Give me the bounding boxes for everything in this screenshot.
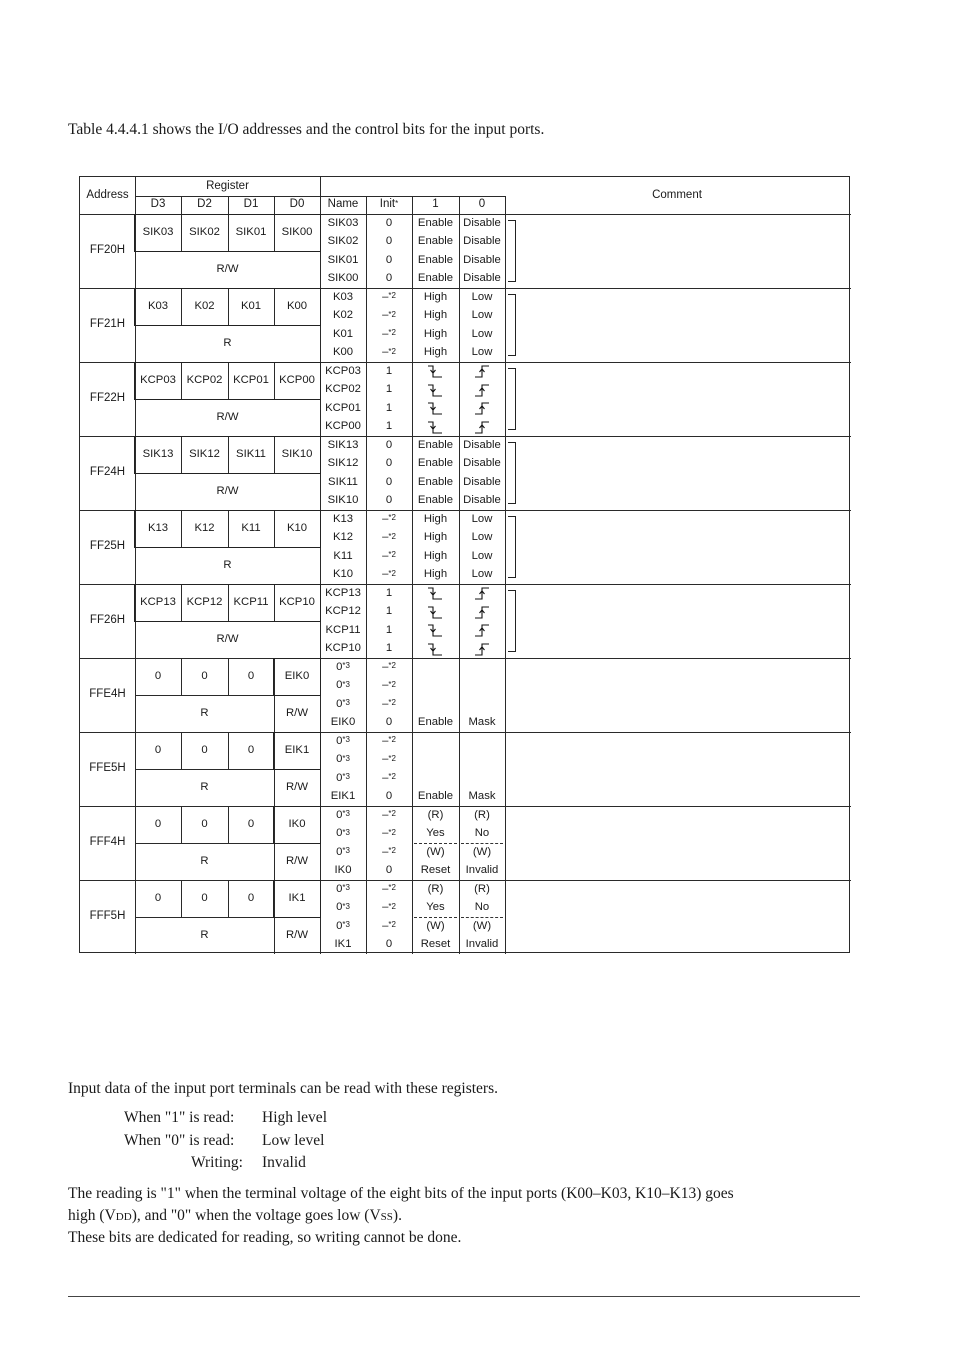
entry-zero-ff24h-1: Disable <box>463 457 501 470</box>
entry-init-ffe5h-2: – *2 <box>382 771 396 784</box>
header-d1: D1 <box>243 198 259 211</box>
entry-name-fff4h-0: 0 *3 <box>336 808 350 821</box>
dash-sep-fff5h-one <box>414 917 457 918</box>
entry-name-ff26h-3: KCP10 <box>325 642 361 655</box>
entry-init-ff22h-0: 1 <box>385 364 393 377</box>
rw-fff4h: R <box>200 854 209 867</box>
grid-v-comment-ff20h <box>505 214 506 288</box>
grid-v-one-hdr <box>412 196 413 214</box>
entry-one-ffe4h-3: Enable <box>417 716 454 729</box>
entry-name-ffe5h-3: EIK1 <box>330 790 356 803</box>
entry-zero-ff25h-1: Low <box>471 531 493 544</box>
rw-ff20h: R/W <box>216 262 239 275</box>
group-bracket-ff22h <box>508 368 516 430</box>
rw-d0-ffe4h: R/W <box>286 706 308 719</box>
grid-v-rwd0-ffe5h <box>274 769 275 806</box>
entry-name-ff21h-3: K00 <box>332 346 354 359</box>
entry-name-fff5h-0: 0 *3 <box>336 882 350 895</box>
bit-fff5h-2: 0 <box>201 891 208 904</box>
bit-ff22h-1: KCP01 <box>233 373 269 386</box>
entry-name-ff22h-1: KCP02 <box>325 383 361 396</box>
grid-v-zero-hdr <box>459 196 460 214</box>
falling-edge-icon <box>427 364 443 379</box>
entry-init-fff4h-1: – *2 <box>382 827 396 840</box>
entry-init-ffe4h-3: 0 <box>385 716 393 729</box>
reading-text-a: high (V <box>68 1207 116 1224</box>
entry-name-ff22h-2: KCP01 <box>325 401 361 414</box>
read-one-label: When "1" is read: <box>124 1109 235 1126</box>
entry-zero-ff25h-3: Low <box>471 568 493 581</box>
rw-d0-fff4h: R/W <box>286 854 308 867</box>
paragraph-read-only: These bits are dedicated for reading, so writing cannot be done. <box>68 1229 462 1246</box>
grid-v-comment-ff24h <box>505 436 506 510</box>
grid-v-bit-ffe5h-2 <box>228 732 229 769</box>
entry-init-fff5h-0: – *2 <box>382 882 396 895</box>
entry-one-ff24h-0: Enable <box>417 438 454 451</box>
bit-ff20h-3: SIK03 <box>142 225 174 238</box>
bit-ff26h-0: KCP10 <box>279 595 315 608</box>
entry-init-fff5h-1: – *2 <box>382 901 396 914</box>
entry-init-ff24h-2: 0 <box>385 475 393 488</box>
entry-name-ff26h-0: KCP13 <box>325 586 361 599</box>
entry-name-ff26h-1: KCP12 <box>325 605 361 618</box>
entry-zero-ff20h-2: Disable <box>463 253 501 266</box>
entry-name-fff4h-2: 0 *3 <box>336 845 350 858</box>
bit-fff5h-1: 0 <box>247 891 255 904</box>
entry-init-ffe5h-1: – *2 <box>382 753 396 766</box>
bit-ffe5h-0: EIK1 <box>284 743 310 756</box>
entry-name-ff20h-2: SIK01 <box>327 253 359 266</box>
header-d3: D3 <box>150 198 166 211</box>
header-zero: 0 <box>478 198 486 211</box>
bit-ffe5h-2: 0 <box>201 743 208 756</box>
rw-d0-ffe5h: R/W <box>286 780 308 793</box>
entry-one-ff20h-2: Enable <box>417 253 454 266</box>
rising-edge-icon <box>474 420 490 435</box>
entry-one-fff4h-1: Yes <box>426 827 445 840</box>
entry-zero-fff4h-1: No <box>474 827 490 840</box>
entry-init-ff26h-0: 1 <box>385 586 393 599</box>
entry-name-fff5h-3: IK1 <box>334 938 352 951</box>
bit-fff4h-0: IK0 <box>288 817 306 830</box>
grid-v-zero-ff22h <box>459 362 460 436</box>
entry-name-ffe5h-0: 0 *3 <box>336 734 350 747</box>
paragraph-reading-line2 <box>68 1207 402 1225</box>
entry-one-ff24h-1: Enable <box>417 457 454 470</box>
entry-zero-ff21h-2: Low <box>471 327 493 340</box>
bit-ff21h-1: K01 <box>240 299 262 312</box>
bit-ff25h-2: K12 <box>194 521 215 534</box>
address-ffe4h: FFE4H <box>89 688 126 701</box>
entry-name-ff21h-1: K02 <box>332 309 354 322</box>
header-init <box>366 196 412 214</box>
grid-v-bit-fff4h-2 <box>228 806 229 843</box>
entry-zero-ffe5h-3: Mask <box>468 790 496 803</box>
entry-init-ff21h-3: – *2 <box>382 346 396 359</box>
rw-ff21h: R <box>223 336 232 349</box>
bit-ffe4h-2: 0 <box>201 669 208 682</box>
entry-one-fff5h-1: Yes <box>426 901 445 914</box>
entry-init-ff24h-0: 0 <box>385 438 393 451</box>
entry-zero-fff4h-0: (R) <box>474 808 490 821</box>
grid-v-rwd0-ffe4h <box>274 695 275 732</box>
address-ff22h: FF22H <box>89 392 126 405</box>
grid-v-comment-ffe5h <box>505 732 506 806</box>
bits-box-ff20h <box>134 214 321 252</box>
bits-box-ff25h <box>134 510 321 548</box>
entry-one-ff21h-3: High <box>423 346 448 359</box>
rising-edge-icon <box>474 623 490 638</box>
entry-name-ffe4h-3: EIK0 <box>330 716 356 729</box>
bits-box-ff21h <box>134 288 321 326</box>
entry-zero-fff5h-1: No <box>474 901 490 914</box>
entry-one-ffe5h-3: Enable <box>417 790 454 803</box>
header-init-label: Init <box>379 198 396 211</box>
bit-ff25h-0: K10 <box>286 521 308 534</box>
entry-name-ff21h-2: K01 <box>332 327 354 340</box>
entry-init-ff26h-3: 1 <box>385 642 393 655</box>
address-ff26h: FF26H <box>89 614 126 627</box>
entry-one-fff4h-0: (R) <box>427 808 444 821</box>
d0-box-ffe5h <box>273 732 321 770</box>
entry-init-ffe4h-0: – *2 <box>382 660 396 673</box>
entry-init-ff20h-0: 0 <box>385 216 393 229</box>
entry-init-fff4h-0: – *2 <box>382 808 396 821</box>
bits-box-ff26h <box>134 584 321 622</box>
header-init-footnote: * <box>395 199 399 208</box>
writing-label: Writing: <box>191 1154 243 1171</box>
entry-name-ff20h-0: SIK03 <box>327 216 359 229</box>
address-ff24h: FF24H <box>89 466 126 479</box>
d0-box-fff4h <box>273 806 321 844</box>
entry-name-ff25h-1: K12 <box>332 531 354 544</box>
entry-one-ff24h-3: Enable <box>417 494 454 507</box>
entry-one-ff21h-0: High <box>423 290 448 303</box>
bits-box-ff22h <box>134 362 321 400</box>
bit-ffe5h-3: 0 <box>154 743 162 756</box>
entry-one-ff21h-2: High <box>423 327 448 340</box>
entry-one-fff5h-2: (W) <box>426 919 445 932</box>
entry-init-ff25h-2: – *2 <box>382 549 396 562</box>
address-ff21h: FF21H <box>89 318 126 331</box>
bit-ff22h-3: KCP03 <box>140 373 176 386</box>
entry-init-ff26h-2: 1 <box>385 623 393 636</box>
entry-name-ffe5h-2: 0 *3 <box>336 771 350 784</box>
bit-ffe4h-3: 0 <box>154 669 162 682</box>
grid-v-comment-ff21h <box>505 288 506 362</box>
rw-ff24h: R/W <box>216 484 239 497</box>
entry-init-ff20h-3: 0 <box>385 272 393 285</box>
entry-init-ff21h-0: – *2 <box>382 290 396 303</box>
grid-v-one-ff22h <box>412 362 413 436</box>
falling-edge-icon <box>427 605 443 620</box>
header-address: Address <box>86 188 129 201</box>
entry-init-ffe4h-2: – *2 <box>382 697 396 710</box>
entry-name-ff26h-2: KCP11 <box>325 623 361 636</box>
entry-one-ff21h-1: High <box>423 309 448 322</box>
entry-name-ff25h-3: K10 <box>332 568 354 581</box>
entry-zero-fff5h-3: Invalid <box>465 938 499 951</box>
entry-one-fff5h-0: (R) <box>427 882 444 895</box>
entry-zero-ff20h-1: Disable <box>463 235 501 248</box>
bit-fff4h-2: 0 <box>201 817 208 830</box>
entry-init-ffe5h-3: 0 <box>385 790 393 803</box>
entry-one-ff25h-0: High <box>423 512 448 525</box>
entry-name-fff4h-3: IK0 <box>334 864 352 877</box>
header-d2: D2 <box>197 198 212 211</box>
rising-edge-icon <box>474 401 490 416</box>
rw-ffe5h: R <box>200 780 209 793</box>
entry-name-ff20h-3: SIK00 <box>327 272 359 285</box>
bit-ff22h-0: KCP00 <box>279 373 315 386</box>
entry-init-fff5h-2: – *2 <box>382 919 396 932</box>
bit-ff20h-2: SIK02 <box>189 225 220 238</box>
falling-edge-icon <box>427 383 443 398</box>
dash-sep-fff5h-zero <box>461 917 503 918</box>
entry-one-ff20h-1: Enable <box>417 235 454 248</box>
falling-edge-icon <box>427 401 443 416</box>
grid-v-comment-ff26h <box>505 584 506 658</box>
paragraph-intro: Input data of the input port terminals can be read with these registers. <box>68 1080 498 1097</box>
group-bracket-ff21h <box>508 294 516 356</box>
entry-name-ff24h-3: SIK10 <box>327 494 359 507</box>
rw-ff25h: R <box>223 558 232 571</box>
rising-edge-icon <box>474 605 490 620</box>
entry-name-ff20h-1: SIK02 <box>327 235 359 248</box>
header-register: Register <box>206 179 249 192</box>
entry-zero-ffe4h-3: Mask <box>468 716 496 729</box>
rw-ff22h: R/W <box>216 410 239 423</box>
rising-edge-icon <box>474 383 490 398</box>
bit-ff26h-2: KCP12 <box>186 595 223 608</box>
entry-name-fff5h-2: 0 *3 <box>336 919 350 932</box>
grid-v-comment-fff5h <box>505 880 506 954</box>
d0-box-ffe4h <box>273 658 321 696</box>
io-control-table <box>79 176 850 953</box>
entry-one-fff4h-3: Reset <box>420 864 451 877</box>
entry-name-fff5h-1: 0 *3 <box>336 901 350 914</box>
grid-v-rwd0-fff4h <box>274 843 275 880</box>
entry-one-ff25h-1: High <box>423 531 448 544</box>
address-fff5h: FFF5H <box>89 910 126 923</box>
entry-zero-ff21h-0: Low <box>471 290 493 303</box>
bit-ff21h-3: K03 <box>147 299 169 312</box>
rising-edge-icon <box>474 364 490 379</box>
bit-ffe4h-1: 0 <box>247 669 255 682</box>
entry-name-ff22h-0: KCP03 <box>325 364 361 377</box>
entry-one-ff25h-3: High <box>423 568 448 581</box>
entry-init-ff22h-3: 1 <box>385 420 393 433</box>
entry-zero-ff20h-0: Disable <box>463 216 501 229</box>
group-bracket-ff26h <box>508 590 516 652</box>
entry-init-fff4h-3: 0 <box>385 864 393 877</box>
bit-ff24h-3: SIK13 <box>142 447 174 460</box>
grid-v-hdr-0 <box>181 196 182 214</box>
grid-v-comment-ff22h <box>505 362 506 436</box>
entry-init-ff25h-0: – *2 <box>382 512 396 525</box>
entry-init-ff24h-3: 0 <box>385 494 393 507</box>
grid-v-bit-fff5h-1 <box>181 880 182 917</box>
bit-fff4h-3: 0 <box>154 817 162 830</box>
grid-v-bit-ffe4h-2 <box>228 658 229 695</box>
read-zero-label: When "0" is read: <box>124 1132 235 1149</box>
bits-box-ff24h <box>134 436 321 474</box>
rw-fff5h: R <box>200 928 209 941</box>
rising-edge-icon <box>474 586 490 601</box>
rw-ff26h: R/W <box>216 632 239 645</box>
entry-zero-ff24h-3: Disable <box>463 494 501 507</box>
entry-init-ff26h-1: 1 <box>385 605 393 618</box>
grid-v-hdr-2 <box>274 196 275 214</box>
entry-name-ffe5h-1: 0 *3 <box>336 753 350 766</box>
entry-name-ff22h-3: KCP00 <box>325 420 361 433</box>
header-d0: D0 <box>289 198 305 211</box>
bit-fff5h-3: 0 <box>154 891 162 904</box>
rw-ffe4h: R <box>200 706 209 719</box>
entry-init-ff20h-1: 0 <box>385 235 393 248</box>
address-ff25h: FF25H <box>89 540 126 553</box>
grid-v-bit-fff5h-2 <box>228 880 229 917</box>
address-fff4h: FFF4H <box>89 836 126 849</box>
entry-zero-ff25h-0: Low <box>471 512 493 525</box>
bit-fff5h-0: IK1 <box>288 891 306 904</box>
grid-v-zero-ff26h <box>459 584 460 658</box>
bit-ff25h-3: K13 <box>147 521 169 534</box>
reading-text-c: ). <box>392 1207 402 1224</box>
entry-name-ff21h-0: K03 <box>332 290 354 303</box>
entry-name-ffe4h-2: 0 *3 <box>336 697 350 710</box>
writing-value: Invalid <box>262 1154 306 1171</box>
entry-init-ff25h-1: – *2 <box>382 531 396 544</box>
bit-ffe4h-0: EIK0 <box>284 669 310 682</box>
entry-zero-ff21h-3: Low <box>471 346 493 359</box>
vdd-subscript: DD <box>115 1211 132 1223</box>
entry-init-ff21h-1: – *2 <box>382 309 396 322</box>
dash-sep-fff4h-one <box>414 843 457 844</box>
grid-v-init-hdr <box>366 196 367 214</box>
entry-init-ff24h-1: 0 <box>385 457 393 470</box>
read-one-value: High level <box>262 1109 327 1126</box>
entry-zero-ff20h-3: Disable <box>463 272 501 285</box>
entry-name-ff24h-1: SIK12 <box>327 457 359 470</box>
entry-init-ff22h-1: 1 <box>385 383 393 396</box>
header-name: Name <box>327 198 359 211</box>
entry-zero-ff21h-1: Low <box>471 309 493 322</box>
entry-name-ffe4h-1: 0 *3 <box>336 679 350 692</box>
falling-edge-icon <box>427 586 443 601</box>
grid-v-comment-fff4h <box>505 806 506 880</box>
vss-subscript: SS <box>380 1211 393 1223</box>
reading-text-b: ), and "0" when the voltage goes low (V <box>131 1207 381 1224</box>
entry-name-ffe4h-0: 0 *3 <box>336 660 350 673</box>
read-zero-value: Low level <box>262 1132 325 1149</box>
bit-ff24h-0: SIK10 <box>281 447 313 460</box>
group-bracket-ff25h <box>508 516 516 578</box>
bit-ff26h-1: KCP11 <box>233 595 269 608</box>
group-bracket-ff24h <box>508 442 516 504</box>
bit-ff20h-1: SIK01 <box>235 225 267 238</box>
bit-ff24h-2: SIK12 <box>189 447 220 460</box>
group-bracket-ff20h <box>508 220 516 282</box>
intro-text: Table 4.4.4.1 shows the I/O addresses and the control bits for the input ports. <box>68 121 545 138</box>
grid-v-rwd0-fff5h <box>274 917 275 954</box>
entry-one-ff20h-3: Enable <box>417 272 454 285</box>
entry-init-fff4h-2: – *2 <box>382 845 396 858</box>
header-one: 1 <box>432 198 439 211</box>
paragraph-reading-line1: The reading is "1" when the terminal voltage of the eight bits of the input ports (K00–K03, K10–K13) goes <box>68 1185 734 1202</box>
bit-ff26h-3: KCP13 <box>140 595 176 608</box>
grid-v-bit-ffe5h-1 <box>181 732 182 769</box>
entry-init-ff21h-2: – *2 <box>382 327 396 340</box>
falling-edge-icon <box>427 420 443 435</box>
bit-ff21h-0: K00 <box>286 299 308 312</box>
footer-rule <box>68 1296 860 1297</box>
grid-v-comment-ff25h <box>505 510 506 584</box>
rising-edge-icon <box>474 642 490 657</box>
bit-ff20h-0: SIK00 <box>281 225 313 238</box>
bit-ff24h-1: SIK11 <box>236 447 266 460</box>
entry-init-ffe4h-1: – *2 <box>382 679 396 692</box>
entry-init-ffe5h-0: – *2 <box>382 734 396 747</box>
grid-v-hdr-1 <box>228 196 229 214</box>
grid-v-bit-ffe4h-1 <box>181 658 182 695</box>
entry-zero-fff4h-2: (W) <box>472 845 492 858</box>
grid-v-comment-ffe4h <box>505 658 506 732</box>
entry-one-fff5h-3: Reset <box>420 938 451 951</box>
bit-ff22h-2: KCP02 <box>186 373 223 386</box>
grid-v-comment-hdr <box>505 196 506 214</box>
grid-v-one-ff26h <box>412 584 413 658</box>
entry-init-ff25h-3: – *2 <box>382 568 396 581</box>
entry-name-fff4h-1: 0 *3 <box>336 827 350 840</box>
entry-name-ff24h-0: SIK13 <box>327 438 359 451</box>
header-comment: Comment <box>652 188 702 201</box>
address-ff20h: FF20H <box>89 244 126 257</box>
entry-zero-fff5h-2: (W) <box>472 919 492 932</box>
falling-edge-icon <box>427 623 443 638</box>
entry-one-ff20h-0: Enable <box>417 216 454 229</box>
falling-edge-icon <box>427 642 443 657</box>
entry-name-ff25h-2: K11 <box>333 549 353 562</box>
body-text <box>68 1078 868 1100</box>
entry-one-fff4h-2: (W) <box>426 845 445 858</box>
entry-one-ff24h-2: Enable <box>417 475 454 488</box>
entry-init-ff20h-2: 0 <box>385 253 393 266</box>
grid-v-bit-fff4h-1 <box>181 806 182 843</box>
bit-ff21h-2: K02 <box>194 299 215 312</box>
bit-fff4h-1: 0 <box>247 817 255 830</box>
entry-zero-ff24h-2: Disable <box>463 475 501 488</box>
rw-d0-fff5h: R/W <box>286 928 308 941</box>
entry-name-ff25h-0: K13 <box>332 512 354 525</box>
entry-zero-fff5h-0: (R) <box>474 882 490 895</box>
entry-init-ff22h-2: 1 <box>385 401 393 414</box>
dash-sep-fff4h-zero <box>461 843 503 844</box>
entry-one-ff25h-2: High <box>423 549 448 562</box>
d0-box-fff5h <box>273 880 321 918</box>
bit-ffe5h-1: 0 <box>247 743 255 756</box>
entry-zero-ff24h-0: Disable <box>463 438 501 451</box>
entry-zero-fff4h-3: Invalid <box>465 864 499 877</box>
entry-init-fff5h-3: 0 <box>385 938 393 951</box>
bit-ff25h-1: K11 <box>241 521 261 534</box>
entry-name-ff24h-2: SIK11 <box>328 475 358 488</box>
address-ffe5h: FFE5H <box>89 762 126 775</box>
entry-zero-ff25h-2: Low <box>471 549 493 562</box>
